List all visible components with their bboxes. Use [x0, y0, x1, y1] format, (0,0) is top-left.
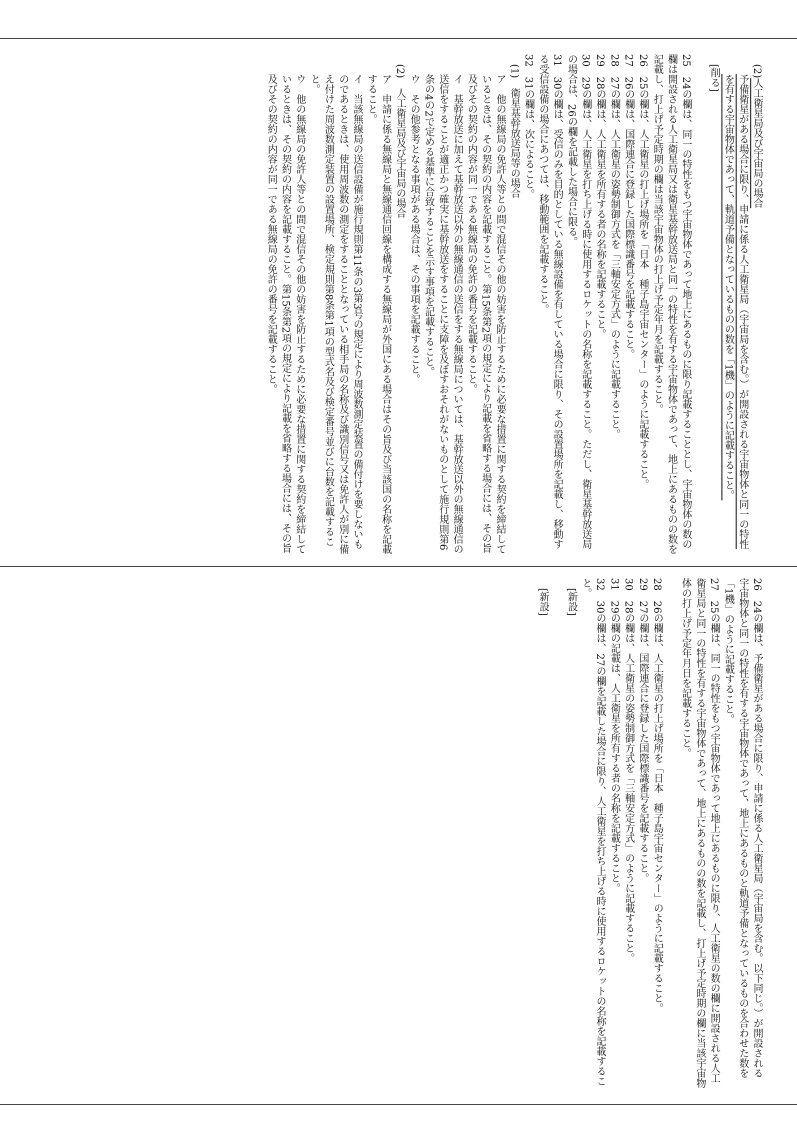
heading-2-line: (2)人工衛星局及び宇宙局の場合: [751, 64, 762, 209]
para-30: 30 29の欄は、人工衛星を打ち上げる時に使用するロケットの名称を記載すること。ただし、衛星基幹放送局の場合は、26の欄を記載した場合に限る。: [565, 54, 591, 550]
para-32-1-i: イ 基幹放送に加えて基幹放送以外の無線通信の送信をする無線局については、基幹放送以外の無線通信の送信をすることが適正かつ確実に基幹放送をすることに支障を及ぼすおそれがないものとして施行規則第6条の4の2で定める基準に合致することを示す事項を記載すること。: [422, 74, 463, 554]
old-para-26: 26 24の欄は、予備衛星がある場合に限り、申請に係る人工衛星局（宇宙局を含む。以下同じ。）が開設される宇宙物体と同一の特性を有する宇宙物体であって、地上にあるものと軌道予備となっているものを合わせた数を「1機」のように記載すること。: [722, 578, 762, 1079]
para-32-2-a: ア 申請に係る無線局と無線通信回線を構成する無線局が外国にある場合はその旨及び当該国の名称を記載すること。: [365, 74, 391, 554]
para-27: 27 26の欄は、国際連合に登録した国際標識番号を記載すること。: [622, 54, 634, 360]
para-32-1-u: ウ その他参考となる事項がある場合は、その事項を記載すること。: [408, 74, 420, 384]
old-para-29: 29 27の欄は、国際連合に登録した国際標識番号を記載すること。: [636, 578, 648, 884]
para-31: 31 30の欄は、受信のみを目的としている無線設備を有している場合に限り、その設置場所を記載し、移動する受信設備の場合にあつては、移動範囲を記載すること。: [536, 54, 563, 550]
para-32-1: (1) 衛星基幹放送局等の場合: [508, 64, 520, 199]
old-para-31: 31 29の欄の記載は、人工衛星を所有する者の名称を記載すること。: [608, 578, 620, 894]
para-32: 32 31の欄は、次によること。: [522, 54, 534, 200]
amended-text-column: [20, 54, 777, 554]
para-29: 29 28の欄は、人工衛星を所有する者の名称を記載すること。: [594, 54, 606, 340]
para-32-1-a: ア 他の無線局の免許人等との間で混信その他の妨害を防止するために必要な措置に関する契約を締結しているときは、その契約の内容を記載すること。第15条第2項の規定により記載を省略する場合には、その旨及びその契約の内容が同一である無線局の免許の番号を記載すること。: [465, 74, 505, 554]
old-para-28: 28 26の欄は、人工衛星の打上げ場所を「日本 種子島宇宙センター」のように記載すること。: [651, 578, 663, 1014]
old-para-27: 27 25の欄は、同一の特性をもつ宇宙物体であって地上にあるものに限り、人工衛星の数の欄に開設される人工衛星局と同一の特性を有する宇宙物体であって、地上にあるものの数を記載し、打上げ予定時期の欄に当該宇宙物体の打上げ予定年月日を記載すること。: [679, 578, 720, 1088]
para-32-2-u: ウ 他の無線局の免許人等との間で混信その他の妨害を防止するために必要な措置に関する契約を締結しているときは、その契約の内容を記載すること。第15条第2項の規定により記載を省略する場合には、その旨及びその契約の内容が同一である無線局の免許の番号を記載すること。: [265, 74, 305, 554]
old-para-30: 30 28の欄は、人工衛星の姿勢制御方式を「三軸安定方式」のように記載すること。: [622, 578, 634, 964]
para-26: 26 25の欄は、人工衛星の打上げ場所を「日本 種子島宇宙センター」のように記載すること。: [636, 54, 648, 490]
para-32-2: (2) 人工衛星局及び宇宙局の場合: [393, 64, 405, 219]
new-mark-1: [新設]: [565, 588, 577, 616]
para-32-2-i: イ 当該無線局の送信設備が施行規則第11条の3第3号の規定により周波数測定装置の備付けを要しないものであるときは、使用周波数の測定をすることとなっている相手局の名称及び識別信号又は免許人が別に備え付けた周波数測定装置の設置場所、検定規則第8条第1項の型式名及び検定番号並びに台数を記載すること。: [308, 74, 362, 554]
delete-mark: [削る]: [708, 64, 720, 92]
para-28: 28 27の欄は、人工衛星の姿勢制御方式を「三軸安定方式」のように記載すること。: [608, 54, 620, 440]
previous-text-column: [20, 578, 777, 1088]
old-para-32: 32 30の欄は、27の欄を記載した場合に限り、人工衛星を打ち上げる時に使用するロケットの名称を記載すること。: [579, 578, 606, 1087]
para-2-1: 予備衛星がある場合に限り、申請に係る人工衛星局（宇宙局を含む。）が開設される宇宙物体と同一の特性を有する宇宙物体であって、軌道予備となっているものの数を「1機」のように記載すること。: [722, 74, 748, 549]
new-mark-2: [新設]: [537, 588, 549, 616]
para-25: 25 24の欄は、同一の特性をもつ宇宙物体であって地上にあるものに限り記載することとし、宇宙物体の数の欄は開設される人工衛星局又は衛星基幹放送局と同一の特性を有する宇宙物体であって、地上にあるものの数を記載し、打上げ予定時期の欄は当該宇宙物体の打上げ予定年月を記載すること。: [651, 54, 691, 554]
